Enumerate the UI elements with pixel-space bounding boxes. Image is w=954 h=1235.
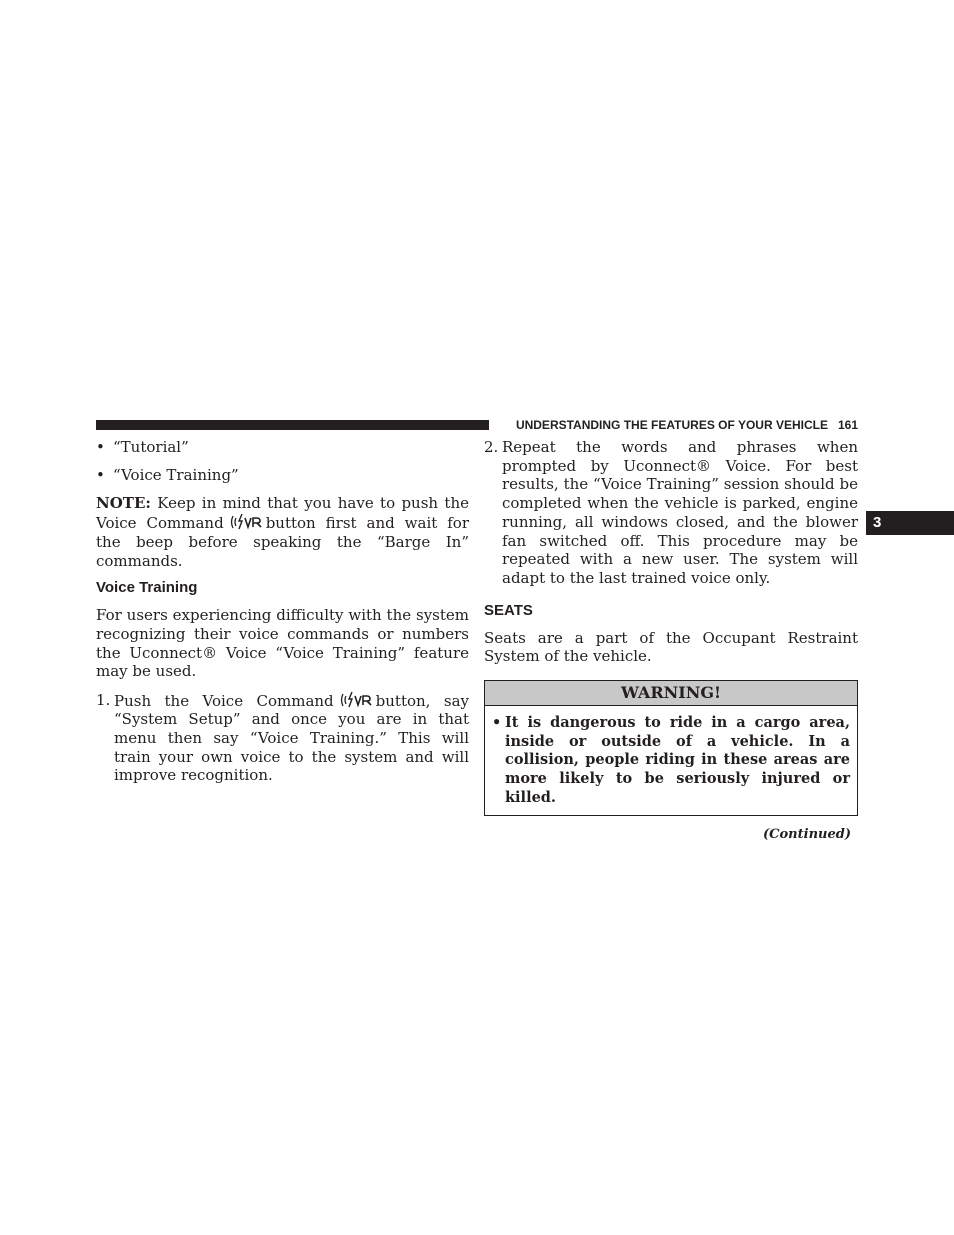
bullet-dot-icon: • (96, 466, 105, 485)
warning-item (492, 714, 850, 808)
warning-item-text: It is dangerous to ride in a cargo area, inside or outside of a vehicle. In a collision, people riding in these areas are more likely to be seriously injured or killed. (505, 714, 850, 806)
warning-body (485, 706, 857, 815)
continued-note: (Continued) (763, 826, 851, 842)
step-number: 2. (484, 438, 499, 456)
right-column (484, 438, 858, 844)
voice-training-paragraph: For users experiencing difficulty with the system recognizing their voice commands or numbers the Uconnect® Voice “Voice Training” feature may be used. (96, 606, 469, 681)
chapter-tab: 3 (866, 511, 954, 535)
note-text-start: Keep in mind that you have to push the Voice Command (96, 494, 469, 533)
bullet-text: “Tutorial” (113, 438, 189, 456)
page-number: 161 (837, 418, 858, 432)
running-header (498, 416, 858, 434)
note-text-end: button first and wait for the beep before speaking the “Barge In” commands. (96, 514, 469, 570)
list-item (96, 466, 469, 485)
bullet-dot-icon: • (492, 714, 502, 732)
seats-paragraph: Seats are a part of the Occupant Restraint System of the vehicle. (484, 628, 858, 666)
numbered-step-1 (96, 691, 469, 786)
warning-title: WARNING! (485, 681, 857, 706)
voice-command-icon (340, 691, 374, 709)
step-number: 1. (96, 690, 111, 709)
bullet-text: “Voice Training” (113, 466, 239, 485)
note-label: NOTE: (96, 494, 151, 513)
voice-command-icon (230, 513, 264, 531)
note-paragraph (96, 494, 469, 570)
step-1-text-end: button, say “System Setup” and once you are in that menu then say “Voice Training.” This will train your own voice to the system and will improve recognition. (114, 691, 469, 785)
step-1-text-start: Push the Voice Command (114, 691, 334, 710)
left-column (96, 438, 469, 785)
header-title: UNDERSTANDING THE FEATURES OF YOUR VEHICLE (515, 418, 828, 432)
numbered-step-2 (484, 438, 858, 588)
bullet-dot-icon: • (96, 438, 105, 456)
list-item (96, 438, 469, 457)
warning-box (484, 680, 858, 816)
seats-heading: SEATS (484, 601, 533, 619)
header-rule (96, 420, 489, 430)
voice-training-heading: Voice Training (96, 579, 198, 597)
step-2-text: Repeat the words and phrases when prompted by Uconnect® Voice. For best results, the “Voice Training” session should be completed when the vehicle is parked, engine running, all windows closed, and the blower fan switched off. This procedure may be repeated with a new user. The system will adapt to the last trained voice only. (502, 438, 858, 587)
